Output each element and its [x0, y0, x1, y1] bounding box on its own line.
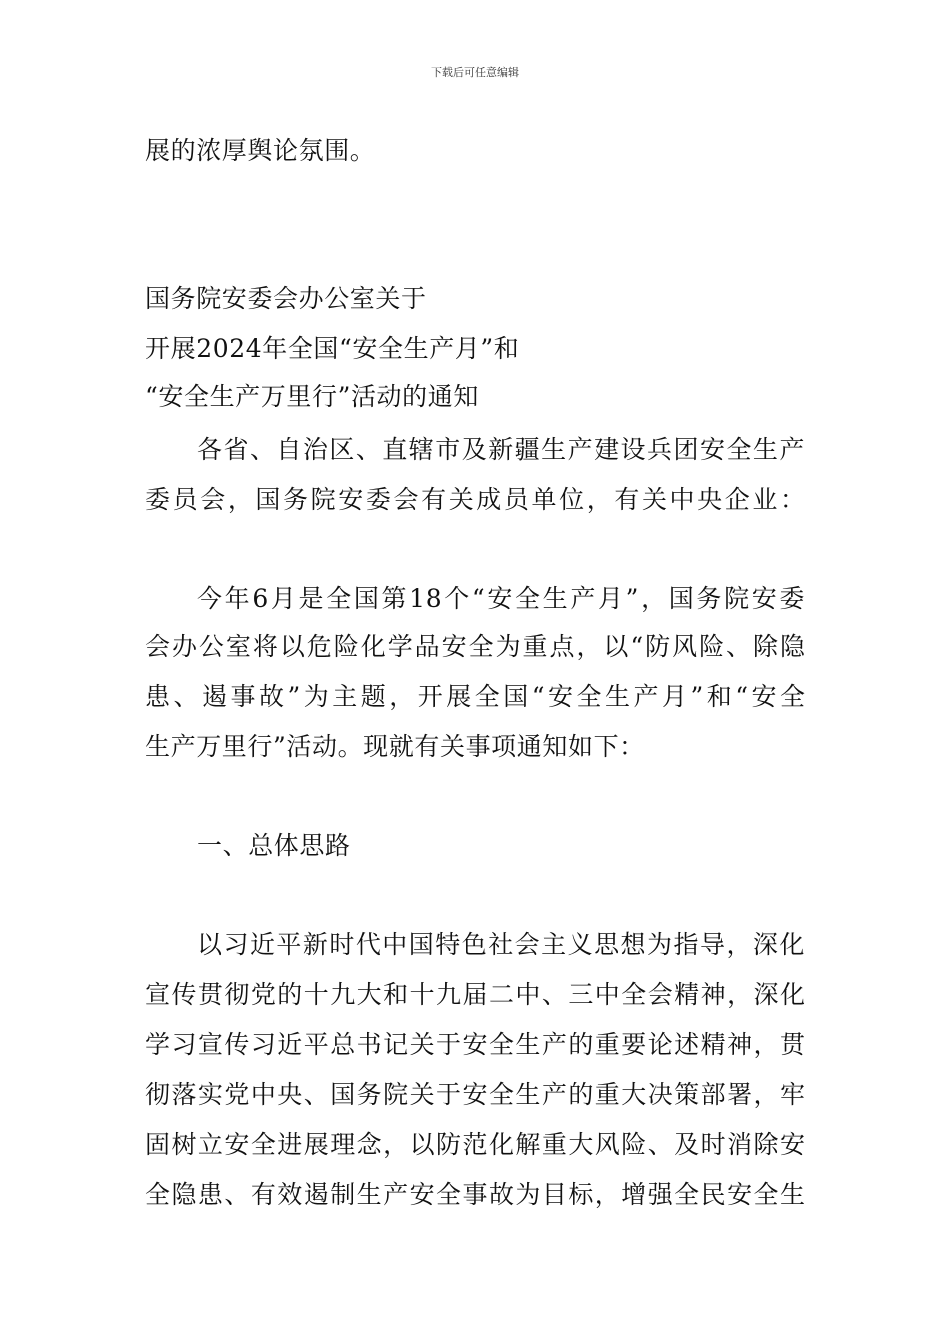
notice-title-line-1: 国务院安委会办公室关于 — [145, 284, 427, 313]
section-line-4: 彻落实党中央、国务院关于安全生产的重大决策部署，牢 — [145, 1080, 805, 1109]
addressee-line-2: 委员会，国务院安委会有关成员单位，有关中央企业： — [145, 485, 805, 514]
section-line-5: 固树立安全进展理念，以防范化解重大风险、及时消除安 — [145, 1130, 805, 1159]
notice-title-line-2: 开展2024年全国“安全生产月”和 — [145, 334, 520, 363]
intro-line-1: 今年6月是全国第18个“安全生产月”，国务院安委 — [197, 584, 805, 613]
section-line-6: 全隐患、有效遏制生产安全事故为目标，增强全民安全生 — [145, 1180, 805, 1209]
page-header-note: 下载后可任意编辑 — [431, 66, 519, 79]
section-line-3: 学习宣传习近平总书记关于安全生产的重要论述精神，贯 — [145, 1030, 805, 1059]
carry-over-line: 展的浓厚舆论氛围。 — [145, 136, 376, 165]
section-heading: 一、总体思路 — [197, 831, 351, 860]
section-line-2: 宣传贯彻党的十九大和十九届二中、三中全会精神，深化 — [145, 980, 805, 1009]
intro-line-2: 会办公室将以危险化学品安全为重点，以“防风险、除隐 — [145, 632, 805, 661]
section-line-1: 以习近平新时代中国特色社会主义思想为指导，深化 — [197, 930, 805, 959]
intro-line-4: 生产万里行”活动。现就有关事项通知如下： — [145, 732, 645, 761]
addressee-line-1: 各省、自治区、直辖市及新疆生产建设兵团安全生产 — [197, 435, 805, 464]
intro-line-3: 患、遏事故”为主题，开展全国“安全生产月”和“安全 — [145, 682, 805, 711]
notice-title-line-3: “安全生产万里行”活动的通知 — [145, 382, 479, 411]
